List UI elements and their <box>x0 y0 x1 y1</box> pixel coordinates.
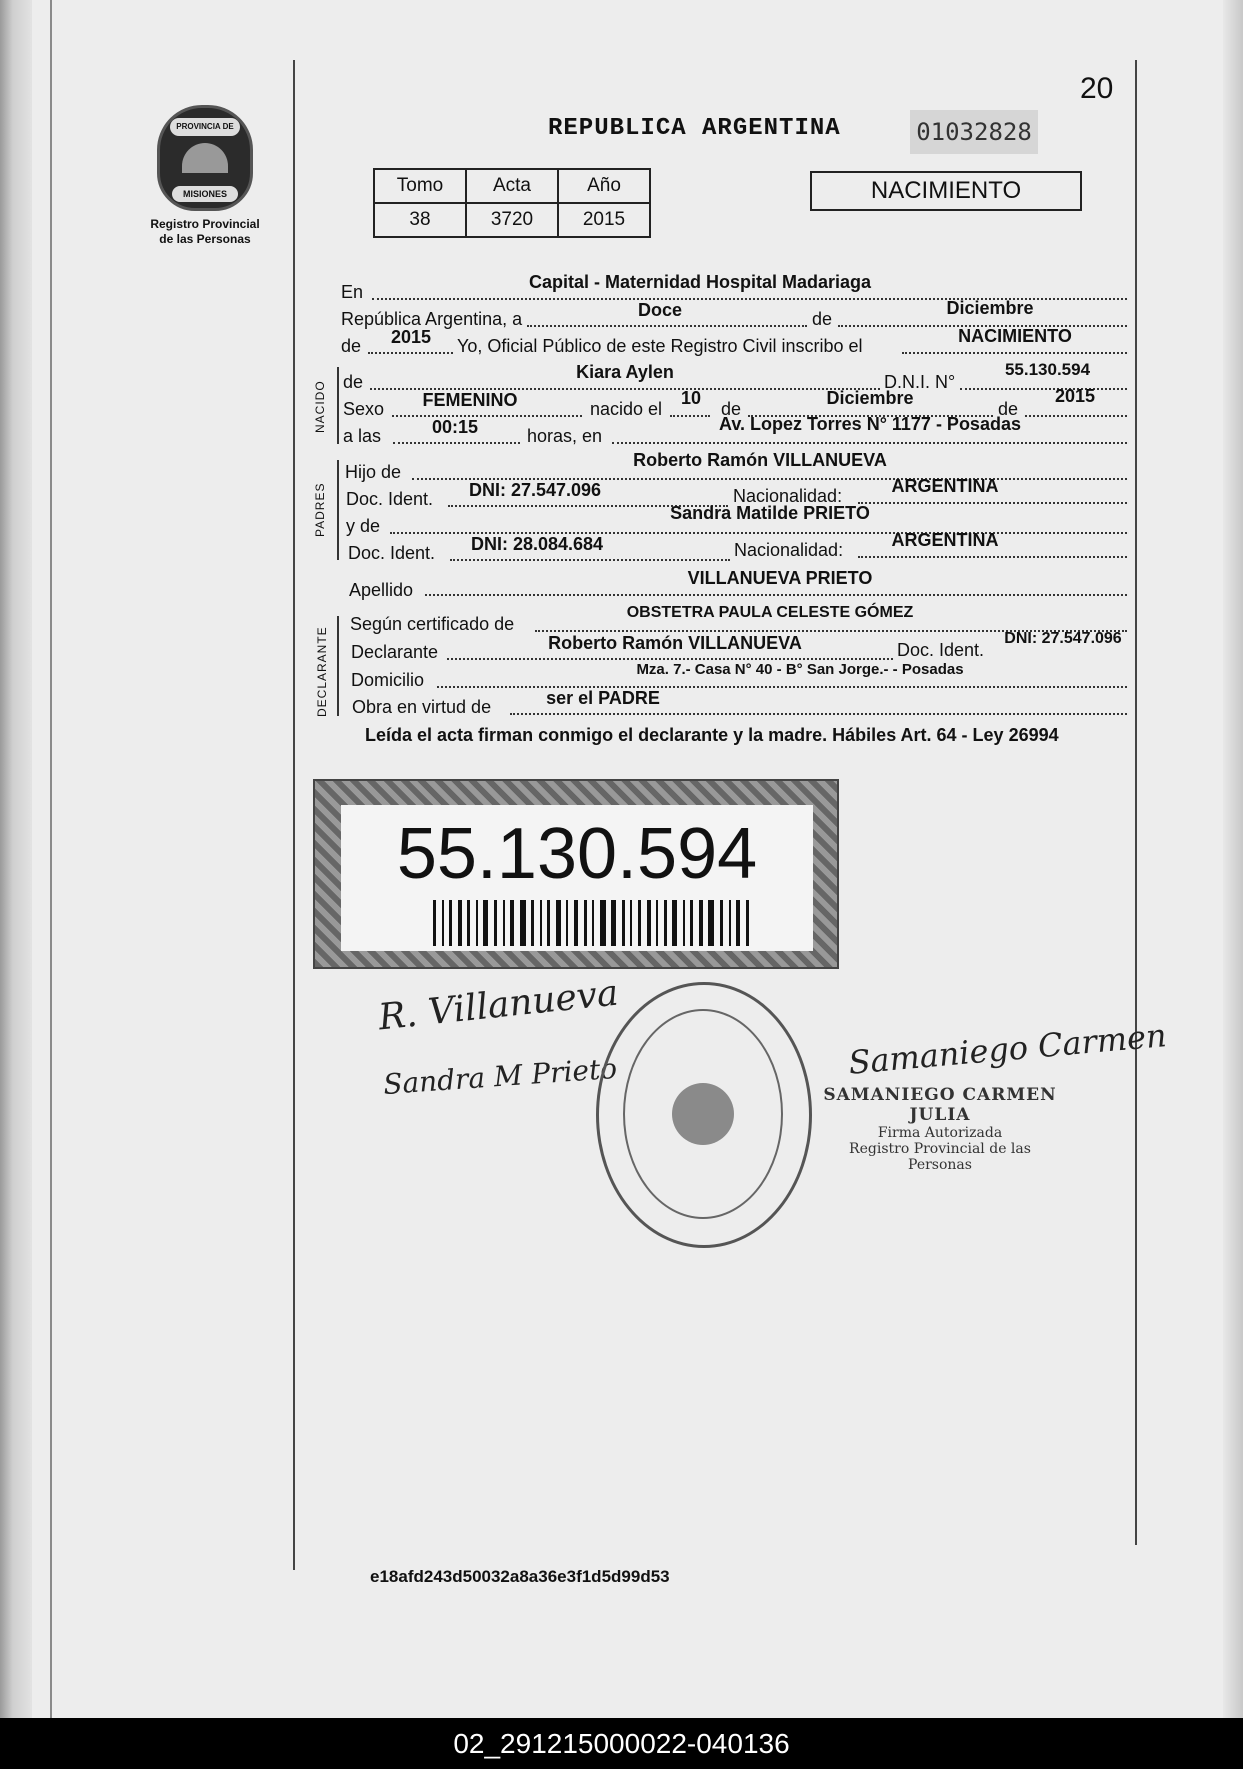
barcode-bar <box>720 900 723 946</box>
barcode-bar <box>584 900 587 946</box>
act-month: Diciembre <box>946 298 1034 318</box>
province-logo <box>150 105 260 247</box>
official-role: Firma Autorizada <box>877 1125 1003 1141</box>
barcode-bar <box>630 900 632 946</box>
paper-right-border <box>1135 60 1137 1545</box>
section-label-nacido: NACIDO <box>313 380 327 433</box>
official-org: Registro Provincial de las Personas <box>849 1141 1031 1173</box>
child-name: Kiara Aylen <box>576 362 674 382</box>
barcode-bar <box>566 900 568 946</box>
barcode-bar <box>442 900 444 946</box>
sun-icon <box>182 143 228 173</box>
barcode-bar <box>592 900 594 946</box>
dotted-line <box>858 556 1127 558</box>
dotted-line <box>510 713 1127 715</box>
barcode-icon <box>433 900 749 946</box>
mother-name: Sandra Matilde PRIETO <box>670 503 870 523</box>
dotted-line <box>612 442 1127 444</box>
mother-nationality: ARGENTINA <box>891 530 999 550</box>
declarant-name: Roberto Ramón VILLANUEVA <box>548 633 802 653</box>
label-doc-ident-madre: Doc. Ident. <box>348 543 436 563</box>
declarant-address: Mza. 7.- Casa N° 40 - B° San Jorge.- - Posadas <box>636 661 964 678</box>
label-de-nombre: de <box>343 372 364 392</box>
binder-line <box>50 0 52 1718</box>
child-dni: 55.130.594 <box>1004 360 1091 379</box>
barcode-bar <box>574 900 578 946</box>
official-seal-stamp <box>596 982 812 1248</box>
declarant-reason: ser el PADRE <box>546 688 660 708</box>
binder-edge <box>0 0 32 1718</box>
barcode-bar <box>510 900 514 946</box>
barcode-bar <box>672 900 677 946</box>
logo-bottom-text: MISIONES <box>172 186 238 202</box>
barcode-bar <box>746 900 749 946</box>
registry-value-row <box>374 203 650 237</box>
label-horas-en: horas, en <box>527 426 603 446</box>
dni-label-number: 55.130.594 <box>396 814 758 894</box>
barcode-bar <box>699 900 703 946</box>
barcode-bar <box>494 900 497 946</box>
logo-caption-line1: Registro Provincial <box>150 217 260 231</box>
barcode-bar <box>449 900 452 946</box>
barcode-bar <box>547 900 550 946</box>
label-domicilio: Domicilio <box>351 670 425 690</box>
surname: VILLANUEVA PRIETO <box>687 568 873 588</box>
label-obra-en-virtud: Obra en virtud de <box>352 697 492 717</box>
registry-value-acta: 3720 <box>466 203 558 237</box>
barcode-bar <box>664 900 667 946</box>
label-republica: República Argentina, a <box>341 309 523 329</box>
birth-place: Av. Lopez Torres N° 1177 - Posadas <box>719 414 1021 434</box>
child-sex: FEMENINO <box>422 390 518 410</box>
certificate-issuer: OBSTETRA PAULA CELESTE GÓMEZ <box>626 604 914 621</box>
label-en: En <box>341 282 364 302</box>
document-type-box: NACIMIENTO <box>810 171 1082 211</box>
barcode-bar <box>656 900 658 946</box>
label-sexo: Sexo <box>343 399 385 419</box>
barcode-bar <box>600 900 606 946</box>
label-de-anio: de <box>341 336 362 356</box>
label-nacionalidad-madre: Nacionalidad: <box>734 540 844 560</box>
label-segun-certificado: Según certificado de <box>350 614 515 634</box>
section-label-padres: PADRES <box>313 482 327 537</box>
seal-inner-ring <box>623 1009 783 1219</box>
logo-caption <box>150 217 260 247</box>
mother-signature: Sandra M Prieto <box>382 1051 619 1102</box>
registry-header-anio: Año <box>558 169 650 203</box>
dotted-line <box>425 594 1127 596</box>
registry-header-tomo: Tomo <box>374 169 466 203</box>
document-title: REPUBLICA ARGENTINA <box>548 115 841 142</box>
label-de-anio-nac: de <box>998 399 1019 419</box>
act-day: Doce <box>637 300 682 320</box>
birth-month: Diciembre <box>826 388 914 408</box>
document-hash: e18afd243d50032a8a36e3f1d5d99d53 <box>370 1567 670 1586</box>
seal-emblem-icon <box>672 1083 734 1145</box>
father-nationality: ARGENTINA <box>891 476 999 496</box>
label-de: de <box>812 309 833 329</box>
dotted-line <box>447 658 893 660</box>
barcode-bar <box>647 900 651 946</box>
mother-doc: DNI: 28.084.684 <box>470 534 604 554</box>
official-signature: Samaniego Carmen <box>846 1016 1168 1082</box>
label-hijo-de: Hijo de <box>345 462 402 482</box>
act-place: Capital - Maternidad Hospital Madariaga <box>528 272 872 292</box>
barcode-bar <box>683 900 685 946</box>
label-nacionalidad-padre: Nacionalidad: <box>733 486 843 506</box>
official-name: SAMANIEGO CARMEN JULIA <box>823 1085 1057 1125</box>
barcode-bar <box>540 900 542 946</box>
dotted-line <box>902 352 1127 354</box>
barcode-bar <box>638 900 641 946</box>
father-signature: R. Villanueva <box>376 972 621 1039</box>
section-label-declarante: DECLARANTE <box>315 626 329 717</box>
barcode-bar <box>483 900 488 946</box>
dotted-line <box>450 559 730 561</box>
registry-value-anio: 2015 <box>558 203 650 237</box>
barcode-bar <box>467 900 470 946</box>
label-doc-ident-padre: Doc. Ident. <box>346 489 434 509</box>
serial-number: 01032828 <box>910 110 1038 154</box>
act-year: 2015 <box>390 327 432 347</box>
birth-time: 00:15 <box>431 417 479 437</box>
coat-of-arms-icon <box>157 105 253 211</box>
registry-header-acta: Acta <box>466 169 558 203</box>
label-doc-ident-declarante: Doc. Ident. <box>897 640 985 660</box>
barcode-bar <box>729 900 731 946</box>
label-declarante: Declarante <box>351 642 439 662</box>
barcode-bar <box>622 900 625 946</box>
page-right-edge <box>1223 0 1243 1718</box>
registry-header-row <box>374 169 650 203</box>
logo-top-text: PROVINCIA DE <box>170 118 240 136</box>
barcode-bar <box>531 900 534 946</box>
barcode-bar <box>708 900 714 946</box>
logo-caption-line2: de las Personas <box>159 232 251 246</box>
legal-text: Leída el acta firman conmigo el declarante y la madre. Hábiles Art. 64 - Ley 26994 <box>365 725 1059 745</box>
dotted-line <box>393 442 520 444</box>
barcode-bar <box>458 900 462 946</box>
label-nacido-el: nacido el <box>590 399 663 419</box>
barcode-bar <box>520 900 526 946</box>
dni-label-sticker <box>313 779 839 969</box>
barcode-bar <box>736 900 740 946</box>
act-registration: NACIMIENTO <box>958 326 1072 346</box>
declarant-doc: DNI: 27.547.096 <box>1004 630 1122 647</box>
dotted-line <box>368 352 453 354</box>
registry-value-tomo: 38 <box>374 203 466 237</box>
official-block <box>820 1085 1060 1173</box>
label-a-las: a las <box>343 426 382 446</box>
barcode-bar <box>503 900 505 946</box>
barcode-bar <box>611 900 616 946</box>
page-number: 20 <box>1080 72 1114 105</box>
father-doc: DNI: 27.547.096 <box>468 480 602 500</box>
section-bar-padres <box>337 460 339 560</box>
footer-id: 02_291215000022-040136 <box>0 1718 1243 1769</box>
birth-day: 10 <box>680 388 702 408</box>
label-dni: D.N.I. N° <box>884 372 956 392</box>
label-apellido: Apellido <box>349 580 414 600</box>
label-yo-oficial: Yo, Oficial Público de este Registro Civil inscribo el <box>457 336 863 356</box>
label-y-de: y de <box>346 516 381 536</box>
label-de-mes: de <box>721 399 742 419</box>
registry-table <box>373 168 651 238</box>
barcode-bar <box>690 900 693 946</box>
dni-label-inner <box>341 805 813 951</box>
barcode-bar <box>433 900 436 946</box>
birth-year: 2015 <box>1054 386 1096 406</box>
father-name: Roberto Ramón VILLANUEVA <box>633 450 887 470</box>
section-bar-declarante <box>337 616 339 716</box>
barcode-bar <box>556 900 561 946</box>
dotted-line <box>527 325 807 327</box>
section-bar-nacido <box>337 367 339 444</box>
barcode-bar <box>476 900 478 946</box>
